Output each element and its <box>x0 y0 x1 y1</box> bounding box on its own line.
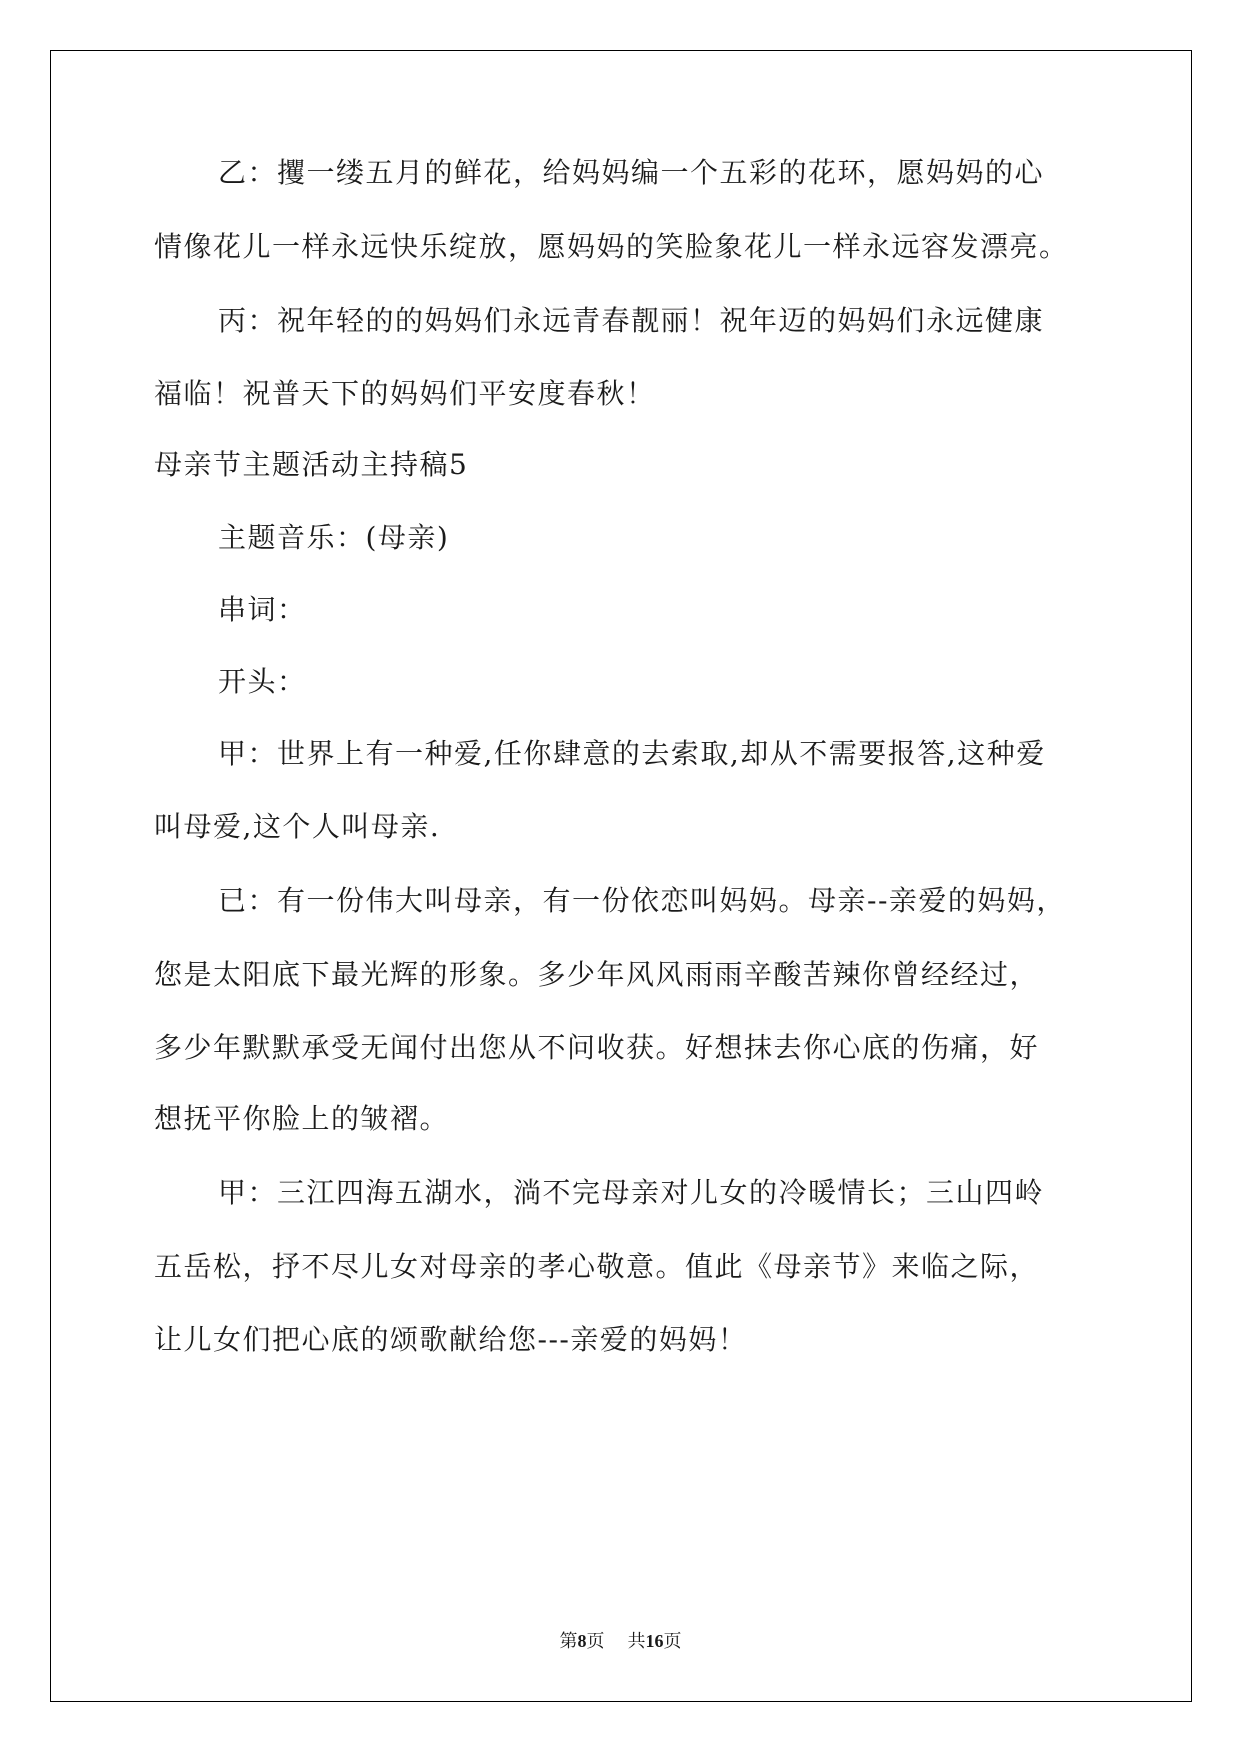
paragraph-line: 情像花儿一样永远快乐绽放，愿妈妈的笑脸象花儿一样永远容发漂亮。 <box>154 230 1069 263</box>
paragraph-line: 五岳松，抒不尽儿女对母亲的孝心敬意。值此《母亲节》来临之际， <box>154 1250 1040 1283</box>
paragraph-line: 已：有一份伟大叫母亲，有一份依恋叫妈妈。母亲--亲爱的妈妈， <box>218 884 1066 917</box>
paragraph-line: 让儿女们把心底的颂歌献给您---亲爱的妈妈！ <box>154 1323 748 1356</box>
footer-page-suffix: 页 <box>586 1631 605 1652</box>
paragraph-line: 想抚平你脸上的皱褶。 <box>154 1102 450 1135</box>
page-border <box>50 50 1192 1702</box>
paragraph-line: 甲：三江四海五湖水，淌不完母亲对儿女的冷暖情长；三山四岭 <box>218 1176 1045 1209</box>
footer-total-suffix: 页 <box>663 1631 682 1652</box>
footer-prefix: 第 <box>559 1631 578 1652</box>
page-number: 8 <box>577 1631 587 1651</box>
paragraph-line: 乙：攫一缕五月的鲜花，给妈妈编一个五彩的花环，愿妈妈的心 <box>218 156 1045 189</box>
page-footer <box>0 1629 1241 1654</box>
paragraph-line: 您是太阳底下最光辉的形象。多少年风风雨雨辛酸苦辣你曾经经过， <box>154 958 1040 991</box>
total-pages: 16 <box>645 1631 664 1651</box>
paragraph-line: 开头： <box>218 665 307 698</box>
paragraph-line: 叫母爱,这个人叫母亲. <box>154 810 441 843</box>
paragraph-line: 多少年默默承受无闻付出您从不问收获。好想抹去你心底的伤痛，好 <box>154 1031 1040 1064</box>
paragraph-line: 串词： <box>218 593 307 626</box>
section-heading: 母亲节主题活动主持稿5 <box>154 448 469 481</box>
footer-total-prefix: 共 <box>627 1631 646 1652</box>
paragraph-line: 主题音乐：(母亲) <box>218 521 450 554</box>
paragraph-line: 福临！祝普天下的妈妈们平安度春秋！ <box>154 377 656 410</box>
paragraph-line: 丙：祝年轻的的妈妈们永远青春靓丽！祝年迈的妈妈们永远健康 <box>218 304 1045 337</box>
paragraph-line: 甲：世界上有一种爱,任你肆意的去索取,却从不需要报答,这种爱 <box>218 737 1046 770</box>
